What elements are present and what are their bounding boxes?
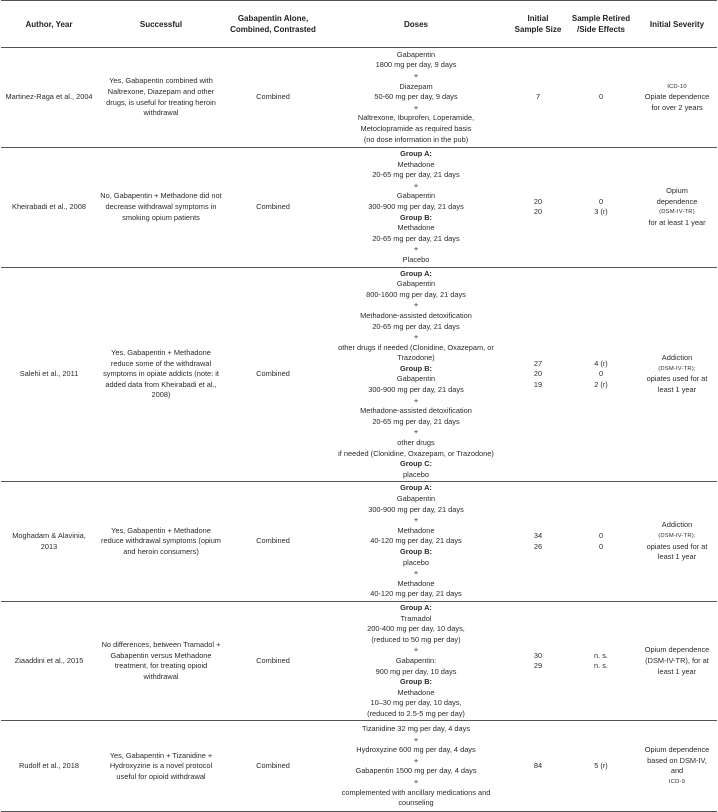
type-cell: Combined [256, 369, 290, 379]
type-cell: Combined [256, 201, 290, 211]
severity-cell [637, 267, 717, 482]
cell-line: Opiate dependence [644, 92, 710, 102]
group-text: placebo [403, 557, 429, 567]
cell-line: 1800 mg per day, 9 days [375, 60, 457, 70]
cell-line: + [413, 515, 419, 525]
cell-line: Opium dependence [644, 745, 710, 755]
cell-line: + [413, 395, 419, 405]
cell-line: 27 [533, 358, 543, 368]
retired-cell [565, 482, 637, 602]
cell-line: Diazepam [399, 81, 433, 91]
cell-line: Addiction [661, 520, 693, 530]
type-cell: Combined [256, 92, 290, 102]
cell-line: + [413, 102, 419, 112]
sample-size-cell [511, 721, 565, 812]
severity-cell [637, 482, 717, 602]
cell-line: + [413, 427, 419, 437]
header-successful: Successful [139, 19, 183, 29]
sample-size-cell [511, 148, 565, 268]
cell-line: 5 (r) [594, 761, 608, 771]
cell-line: 800-1600 mg per day, 21 days [366, 289, 466, 299]
sample-size-cell [511, 601, 565, 721]
cell-line: 300-900 mg per day, 21 days [368, 504, 464, 514]
cell-line: (DSM-IV-TR); [658, 533, 696, 540]
retired-cell [565, 267, 637, 482]
sample-size-cell [511, 48, 565, 148]
severity-cell [637, 721, 717, 812]
group-label: Group B: [399, 546, 433, 556]
cell-line: 40-120 mg per day, 21 days [370, 536, 462, 546]
table-row [1, 482, 717, 602]
cell-line: 900 mg per day, 10 days [375, 666, 457, 676]
cell-line: 2 (r) [594, 379, 608, 389]
group-label: Group A: [400, 268, 432, 278]
cell-line: 3 (r) [594, 207, 608, 217]
table-body [1, 48, 717, 812]
group-text: Gabapentin [396, 279, 436, 289]
successful-cell: Yes, Gabapentin combined with Naltrexone, Diazepam and other drugs, is useful for treating heroin withdrawal [106, 76, 216, 118]
type-cell: Combined [256, 761, 290, 771]
cell-line: Placebo [402, 254, 430, 264]
cell-line: 300-900 mg per day, 21 days [368, 385, 464, 395]
doses-cell [321, 721, 511, 812]
cell-line: 0 [598, 369, 604, 379]
retired-cell [565, 148, 637, 268]
cell-line: (DSM-IV-TR), for at [645, 655, 709, 665]
group-label: Group A: [400, 602, 432, 612]
cell-line: Methadone [397, 525, 435, 535]
cell-line: Methadone-assisted detoxification [360, 310, 472, 320]
severity-cell [637, 48, 717, 148]
retired-cell [565, 601, 637, 721]
cell-line: (DSM-IV-TR) [659, 209, 695, 216]
cell-line: 0 [598, 541, 604, 551]
cell-line: (reduced to 2.5-5 mg per day) [367, 708, 465, 718]
cell-line: Methadone-assisted detoxification [360, 406, 472, 416]
group-label: Group B: [399, 677, 433, 687]
cell-line: based on DSM-IV, and [647, 755, 707, 776]
cell-line: 0 [598, 196, 604, 206]
cell-line: if needed (Clonidine, Oxazepam, or Trazodone) [338, 448, 494, 458]
cell-line: 300-900 mg per day, 21 days [368, 201, 464, 211]
doses-cell [321, 48, 511, 148]
cell-line: (DSM-IV-TR); [658, 365, 696, 372]
header-initial-sample-size: Initial Sample Size [514, 14, 562, 34]
cell-line: ICD-10 [667, 83, 687, 90]
cell-line: least 1 year [657, 666, 697, 676]
cell-line: 30 [533, 650, 543, 660]
cell-line: Gabapentin [396, 49, 436, 59]
cell-line: ICD-9 [668, 779, 686, 786]
cell-line: 4 (r) [594, 358, 608, 368]
cell-line: 200-400 mg per day, 10 days, [367, 624, 465, 634]
cell-line [324, 364, 508, 385]
cell-line: (reduced to 50 mg per day) [371, 634, 461, 644]
cell-line: Tizanidine 32 mg per day, 4 days [361, 724, 471, 734]
table-row [1, 601, 717, 721]
cell-line: + [413, 777, 419, 787]
doses-cell [321, 482, 511, 602]
cell-line: n. s. [594, 650, 608, 660]
cell-line [324, 149, 508, 170]
cell-line: (no dose information in the pub) [363, 134, 469, 144]
cell-line: other drugs if needed (Clonidine, Oxazepam, or [338, 342, 494, 352]
cell-line: 10–30 mg per day, 10 days, [370, 698, 462, 708]
group-label: Group B: [399, 363, 433, 373]
successful-cell: No, Gabapentin + Methadone did not decrease withdrawal symptoms in smoking opium patients [100, 191, 222, 222]
cell-line: 0 [598, 92, 604, 102]
cell-line: Trazodone) [397, 353, 435, 363]
cell-line: least 1 year [657, 552, 697, 562]
cell-line: 20-65 mg per day, 21 days [372, 416, 460, 426]
header-sample-retired: Sample Retired /Side Effects [571, 14, 631, 34]
group-text: Methadone [397, 223, 435, 233]
header-gabapentin-type: Gabapentin Alone, Combined, Contrasted [230, 14, 316, 34]
author-cell: Rudolf et al., 2018 [19, 761, 79, 771]
cell-line: dependence [656, 196, 698, 206]
cell-line: + [413, 71, 419, 81]
table-row [1, 148, 717, 268]
doses-cell [321, 148, 511, 268]
cell-line [324, 459, 508, 480]
cell-line: 84 [533, 761, 543, 771]
doses-cell [321, 601, 511, 721]
cell-line: 40-120 mg per day, 21 days [370, 589, 462, 599]
group-label: Group C: [399, 459, 433, 469]
header-initial-severity: Initial Severity [649, 19, 705, 29]
cell-line: 0 [598, 531, 604, 541]
cell-line: 20-65 mg per day, 21 days [372, 233, 460, 243]
author-cell: Salehi et al., 2011 [19, 369, 79, 379]
author-cell: Martinez-Raga et al., 2004 [5, 92, 93, 102]
cell-line: Opium [666, 186, 688, 196]
cell-line: Gabapentin: [395, 655, 437, 665]
author-cell: Kheirabadi et al., 2008 [12, 201, 86, 211]
cell-line: + [413, 244, 419, 254]
header-author-year: Author, Year [25, 19, 73, 29]
cell-line: 19 [533, 379, 543, 389]
author-cell: Ziaaddini et al., 2015 [14, 655, 84, 665]
cell-line: 20 [533, 207, 543, 217]
group-text: Gabapentin [396, 374, 436, 384]
type-cell: Combined [256, 655, 290, 665]
cell-line [324, 547, 508, 568]
cell-line: for over 2 years [651, 102, 703, 112]
cell-line: + [413, 755, 419, 765]
group-text: Methadone [397, 159, 435, 169]
group-label: Group B: [399, 212, 433, 222]
group-label: Group A: [400, 483, 432, 493]
cell-line: Opium dependence [644, 645, 710, 655]
group-label: Group A: [400, 149, 432, 158]
table-row [1, 48, 717, 148]
cell-line: + [413, 332, 419, 342]
group-text: Tramadol [400, 613, 432, 623]
cell-line: opiates used for at [646, 374, 708, 384]
cell-line: 7 [535, 92, 541, 102]
sample-size-cell [511, 482, 565, 602]
cell-line: 20 [533, 196, 543, 206]
cell-line: complemented with ancillary medications and counseling [341, 787, 491, 808]
cell-line: opiates used for at [646, 541, 708, 551]
author-cell: Moghadam & Alavinia, 2013 [12, 531, 86, 551]
table-row [1, 721, 717, 812]
sample-size-cell [511, 267, 565, 482]
cell-line: Addiction [661, 353, 693, 363]
cell-line: Gabapentin 1500 mg per day, 4 days [355, 766, 477, 776]
cell-line: + [413, 300, 419, 310]
cell-line [324, 483, 508, 504]
cell-line: + [413, 734, 419, 744]
cell-line: 50-60 mg per day, 9 days [374, 92, 458, 102]
cell-line: 26 [533, 541, 543, 551]
retired-cell [565, 48, 637, 148]
successful-cell: Yes, Gabapentin + Methadone reduce withdrawal symptoms (opium and heroin consumers) [101, 525, 221, 556]
cell-line [324, 677, 508, 698]
cell-line: 20-65 mg per day, 21 days [372, 170, 460, 180]
cell-line: 29 [533, 661, 543, 671]
cell-line: Hydroxyzine 600 mg per day, 4 days [356, 745, 476, 755]
severity-cell [637, 148, 717, 268]
retired-cell [565, 721, 637, 812]
cell-line: n. s. [594, 661, 608, 671]
cell-line: least 1 year [657, 385, 697, 395]
cell-line: for at least 1 year [648, 217, 706, 227]
table-row [1, 267, 717, 482]
cell-line: 34 [533, 531, 543, 541]
doses-cell [321, 267, 511, 482]
cell-line: 20 [533, 369, 543, 379]
group-text: Gabapentin [396, 494, 436, 503]
cell-line: + [413, 180, 419, 190]
cell-line [324, 213, 508, 234]
group-text: placebo [403, 469, 429, 479]
cell-line: Metoclopramide as required basis [360, 123, 472, 133]
successful-cell: Yes, Gabapentin + Tizanidine + Hydroxyzine is a novel protocol useful for opioid withdrawal [109, 750, 213, 781]
cell-line [324, 603, 508, 624]
cell-line: other drugs [397, 438, 435, 448]
header-doses: Doses [403, 19, 428, 29]
cell-line: Methadone [397, 578, 435, 588]
header-row [1, 1, 717, 48]
severity-cell [637, 601, 717, 721]
successful-cell: No differences, between Tramadol + Gabapentin versus Methadone treatment, for treating opioid withdrawal [101, 640, 221, 681]
gabapentin-studies-table [1, 0, 717, 812]
cell-line: + [413, 568, 419, 578]
group-text: Methadone [397, 687, 435, 697]
cell-line: Gabapentin [396, 191, 436, 201]
cell-line [324, 269, 508, 290]
type-cell: Combined [256, 536, 290, 546]
cell-line: + [413, 645, 419, 655]
cell-line: Naltrexone, Ibuprofen, Loperamide, [357, 113, 475, 123]
successful-cell: Yes, Gabapentin + Methadone reduce some of the withdrawal symptoms in opiate addicts (note: it added data from Kheirabadi et al., 2008) [103, 347, 219, 400]
cell-line: 20-65 mg per day, 21 days [372, 321, 460, 331]
